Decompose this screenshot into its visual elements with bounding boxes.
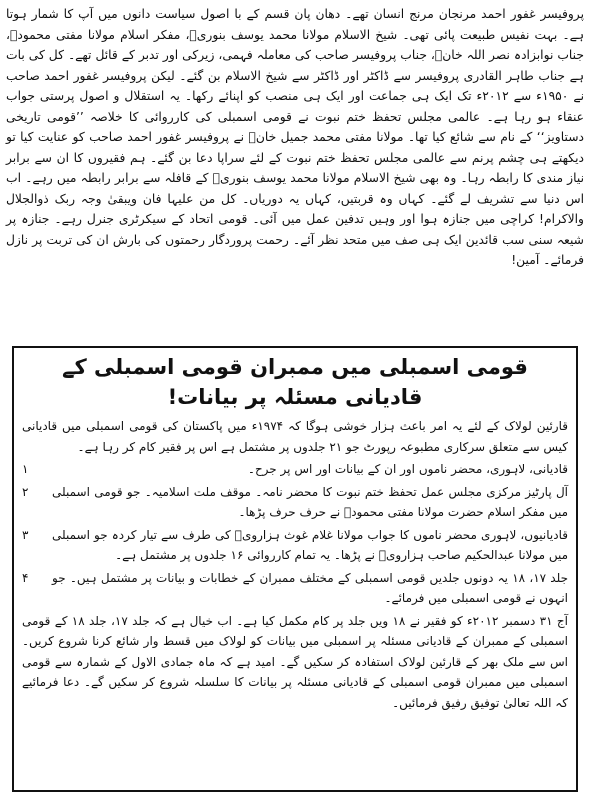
notice-title: قومی اسمبلی میں ممبران قومی اسمبلی کے قادیانی مسئلہ پر بیانات!	[62, 355, 528, 409]
list-item-text: جلد ۱۷، ۱۸ یہ دونوں جلدیں قومی اسمبلی کے مختلف ممبران کے خطابات و بیانات پر مشتمل ہیں۔ جو انہوں نے قومی اسمبلی میں فرمائے۔	[52, 570, 568, 605]
list-item-number: ۱	[22, 462, 29, 476]
list-item-number: ۲	[22, 484, 29, 499]
list-item-text: قادیانیوں، لاہوری محضر ناموں کا جواب مولانا غلام غوث ہزارویؒ کی طرف سے تیار کردہ جو اسمبلی میں مولانا عبدالحکیم صاحب ہزارویؒ نے پڑھا۔ یہ تمام کارروائی ۱۶ جلدوں پر مشتمل ہے۔	[52, 527, 568, 562]
list-item	[22, 568, 568, 609]
notice-intro: قارئین لولاک کے لئے یہ امر باعث ہزار خوشی ہوگا کہ ۱۹۷۴ء میں پاکستان کی قومی اسمبلی میں قادیانی کیس سے متعلق سرکاری مطبوعہ رپورٹ جو ۲۱ جلدوں پر مشتمل ہے اس پر فقیر کام کر رہا ہے۔	[22, 419, 568, 454]
article-top-paragraph: پروفیسر غفور احمد مرنجان مرنج انسان تھے۔ دھان پان قسم کے با اصول سیاست دانوں میں آپ کا شمار ہوتا ہے۔ بہت نفیس طبیعت پائی تھی۔ شیخ الاسلام مولانا محمد یوسف بنوریؒ، مفکر اسلام مولانا مفتی محمودؒ، جناب نوابزادہ نصر اللہ خانؒ، جناب پروفیسر صاحب کی معاملہ فہمی، زیرکی اور تدبر کے قائل تھے۔ کل کی بات ہے جناب طاہر القادری پروفیسر سے ڈاکٹر اور ڈاکٹر سے شیخ الاسلام بن گئے۔ لیکن پروفیسر غفور احمد صاحب نے ۱۹۵۰ء سے ۲۰۱۲ء تک ایک ہی جماعت اور ایک ہی منصب کو اپنائے رکھا۔ یہ استقلال و اصول پرستی جواب عنقاء ہو رہا ہے۔ عالمی مجلس تحفظ ختم نبوت نے قومی اسمبلی کی کارروائی کا خلاصہ ’’قومی تاریخی دستاویز‘‘ کے نام سے شائع کیا تھا۔ مولانا مفتی محمد جمیل خانؒ نے پروفیسر غفور احمد صاحب کو عنایت کیا تو دیکھتے ہی چشم پرنم سے عالمی مجلس تحفظ ختم نبوت کے لئے سراپا دعا بن گئے۔ ہم فقیروں کا ان سے برابر نیاز مندی کا رابطہ رہا۔ وہ بھی شیخ الاسلام مولانا محمد یوسف بنوریؒ کے قافلہ سے برابر رابطہ میں رہے۔ اب اس دنیا سے تشریف لے گئے۔ کہاں وہ قربتیں، کہاں یہ دوریاں۔ کل من علیہا فان ویبقیٰ وجہ ربک ذوالجلال والاکرام! کراچی میں جنازہ ہوا اور وہیں تدفین عمل میں آئی۔ قومی اتحاد کے سیکرٹری جنرل رہے۔ جنازہ پر شیعہ سنی سب قائدین ایک ہی صف میں متحد نظر آئے۔ رحمت پروردگار رحمتوں کی بارش ان کی تربت پر نازل فرمائے۔ آمین!	[6, 7, 584, 267]
list-item-text: آل پارٹیز مرکزی مجلس عمل تحفظ ختم نبوت کا محضر نامہ۔ موقف ملت اسلامیہ۔ جو قومی اسمبلی میں مفکر اسلام حضرت مولانا مفتی محمودؒ نے حرف حرف پڑھا۔	[52, 484, 568, 519]
list-item	[22, 482, 568, 523]
list-item-number: ۳	[22, 527, 29, 542]
list-item-text: قادیانی، لاہوری، محضر ناموں اور ان کے بیانات اور اس پر جرح۔	[247, 462, 568, 476]
list-item-number: ۴	[22, 570, 29, 585]
list-item	[22, 459, 568, 480]
bordered-notice-box	[12, 346, 578, 792]
notice-closing: آج ۳۱ دسمبر ۲۰۱۲ء کو فقیر نے ۱۸ ویں جلد پر کام مکمل کیا ہے۔ اب خیال ہے کہ جلد ۱۷، جلد ۱۸ کے قومی اسمبلی کے ممبران کے قادیانی مسئلہ پر اسمبلی میں بیانات کو لولاک میں قسط وار شائع کرنا شروع کریں۔ اس سے ملک بھر کے قارئین لولاک استفادہ کر سکیں گے۔ امید ہے کہ ماہ جمادی الاول کے شمارہ سے قومی اسمبلی میں ممبران قومی اسمبلی کے قادیانی مسئلہ پر بیانات کا سلسلہ شروع کر سکیں گے۔ دعا فرمائیے کہ اللہ تعالیٰ توفیق رفیق فرمائیں۔	[22, 613, 568, 710]
list-item	[22, 525, 568, 566]
